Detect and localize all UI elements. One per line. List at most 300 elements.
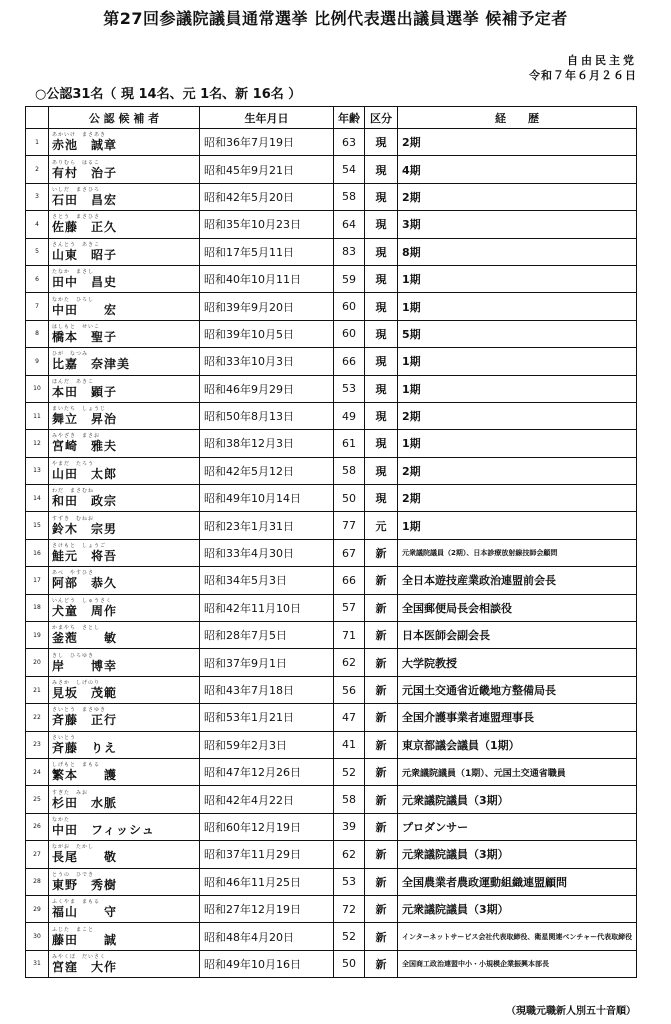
status-category: 新 xyxy=(365,676,398,703)
header-birth: 生年月日 xyxy=(200,107,334,129)
table-row xyxy=(26,813,637,840)
candidate-name: 繁本 護 xyxy=(52,768,118,783)
table-row xyxy=(26,649,637,676)
table-row xyxy=(26,622,637,649)
career: 全国介護事業者連盟理事長 xyxy=(398,704,637,731)
furigana: あべ やすひさ xyxy=(52,570,95,577)
status-category: 新 xyxy=(365,841,398,868)
birth-date: 昭和28年7月5日 xyxy=(200,622,334,649)
career: 1期 xyxy=(398,293,637,320)
name-block xyxy=(52,818,199,836)
career: 2期 xyxy=(398,485,637,512)
status-category: 新 xyxy=(365,704,398,731)
career: 大学院教授 xyxy=(398,649,637,676)
age: 53 xyxy=(334,375,365,402)
age: 58 xyxy=(334,183,365,210)
candidate-name-cell xyxy=(49,868,200,895)
career: 元衆議院議員（3期） xyxy=(398,895,637,922)
candidate-table xyxy=(25,106,637,978)
row-number: 23 xyxy=(26,731,49,758)
age: 59 xyxy=(334,265,365,292)
career: 全国農業者農政運動組織連盟顧問 xyxy=(398,868,637,895)
career: 5期 xyxy=(398,320,637,347)
career: 1期 xyxy=(398,375,637,402)
career: 4期 xyxy=(398,156,637,183)
career: 3期 xyxy=(398,211,637,238)
birth-date: 昭和27年12月19日 xyxy=(200,895,334,922)
candidate-name-cell xyxy=(49,813,200,840)
age: 63 xyxy=(334,129,365,156)
name-block xyxy=(52,654,199,672)
status-category: 現 xyxy=(365,348,398,375)
furigana: いしだ まさひろ xyxy=(52,186,101,193)
birth-date: 昭和48年4月20日 xyxy=(200,923,334,950)
name-block xyxy=(52,325,199,343)
row-number: 28 xyxy=(26,868,49,895)
party-name: 自由民主党 xyxy=(567,54,637,67)
age: 49 xyxy=(334,402,365,429)
status-category: 現 xyxy=(365,183,398,210)
candidate-name-cell xyxy=(49,786,200,813)
candidate-name: 宮崎 雅夫 xyxy=(52,439,118,454)
status-category: 現 xyxy=(365,293,398,320)
status-category: 現 xyxy=(365,430,398,457)
table-row xyxy=(26,539,637,566)
row-number: 8 xyxy=(26,320,49,347)
name-block xyxy=(52,900,199,918)
career: 2期 xyxy=(398,457,637,484)
birth-date: 昭和46年11月25日 xyxy=(200,868,334,895)
birth-date: 昭和38年12月3日 xyxy=(200,430,334,457)
table-row xyxy=(26,457,637,484)
table-row xyxy=(26,293,637,320)
table-row xyxy=(26,238,637,265)
table-row xyxy=(26,786,637,813)
name-block xyxy=(52,298,199,316)
status-category: 現 xyxy=(365,156,398,183)
row-number: 5 xyxy=(26,238,49,265)
candidate-name: 舞立 昇治 xyxy=(52,412,118,427)
furigana: なかた ひろし xyxy=(52,296,95,303)
header-kubun: 区分 xyxy=(365,107,398,129)
candidate-name: 斉藤 正行 xyxy=(52,713,118,728)
career: 全国郵便局長会相談役 xyxy=(398,594,637,621)
name-block xyxy=(52,708,199,726)
table-row xyxy=(26,430,637,457)
candidate-name: 藤田 誠 xyxy=(52,932,118,947)
candidate-name-cell xyxy=(49,129,200,156)
status-category: 新 xyxy=(365,758,398,785)
name-block xyxy=(52,763,199,781)
age: 64 xyxy=(334,211,365,238)
age: 72 xyxy=(334,895,365,922)
status-category: 新 xyxy=(365,567,398,594)
candidate-name: 有村 治子 xyxy=(52,165,118,180)
age: 67 xyxy=(334,539,365,566)
table-row xyxy=(26,868,637,895)
age: 56 xyxy=(334,676,365,703)
row-number: 10 xyxy=(26,375,49,402)
furigana: やまだ たろう xyxy=(52,460,95,467)
age: 61 xyxy=(334,430,365,457)
candidate-name-cell xyxy=(49,649,200,676)
status-category: 現 xyxy=(365,375,398,402)
candidate-name-cell xyxy=(49,183,200,210)
name-block xyxy=(52,243,199,261)
header-name: 公 認 候 補 者 xyxy=(49,107,200,129)
status-category: 元 xyxy=(365,512,398,539)
career: 1期 xyxy=(398,348,637,375)
age: 53 xyxy=(334,868,365,895)
name-block xyxy=(52,517,199,535)
age: 62 xyxy=(334,649,365,676)
status-category: 現 xyxy=(365,265,398,292)
candidate-name-cell xyxy=(49,320,200,347)
furigana: あかいけ まさあき xyxy=(52,132,107,139)
candidate-name-cell xyxy=(49,265,200,292)
furigana: さいとう まさゆき xyxy=(52,707,107,714)
candidate-name: 犬童 周作 xyxy=(52,603,118,618)
row-number: 6 xyxy=(26,265,49,292)
candidate-name: 鮭元 将吾 xyxy=(52,549,118,564)
table-row xyxy=(26,841,637,868)
row-number: 25 xyxy=(26,786,49,813)
header-career: 経 歴 xyxy=(398,107,637,129)
table-row xyxy=(26,183,637,210)
row-number: 18 xyxy=(26,594,49,621)
candidate-name-cell xyxy=(49,430,200,457)
candidate-name: 本田 顕子 xyxy=(52,384,118,399)
age: 39 xyxy=(334,813,365,840)
furigana: なかた xyxy=(52,816,71,823)
furigana: きし ひろゆき xyxy=(52,652,95,659)
header-age: 年齢 xyxy=(334,107,365,129)
name-block xyxy=(52,928,199,946)
row-number: 31 xyxy=(26,950,49,977)
candidate-name: 中田 宏 xyxy=(52,302,118,317)
table-row xyxy=(26,923,637,950)
name-block xyxy=(52,544,199,562)
row-number: 20 xyxy=(26,649,49,676)
candidate-name-cell xyxy=(49,567,200,594)
furigana: ふじた まこと xyxy=(52,926,95,933)
birth-date: 昭和39年9月20日 xyxy=(200,293,334,320)
career: プロダンサー xyxy=(398,813,637,840)
candidate-name: 橋本 聖子 xyxy=(52,329,118,344)
furigana: ながお たかし xyxy=(52,844,95,851)
birth-date: 昭和42年5月20日 xyxy=(200,183,334,210)
furigana: かまやち さとし xyxy=(52,625,101,632)
status-category: 新 xyxy=(365,813,398,840)
career: 2期 xyxy=(398,183,637,210)
career: 元国土交通省近畿地方整備局長 xyxy=(398,676,637,703)
furigana: すずき むねお xyxy=(52,515,95,522)
name-block xyxy=(52,681,199,699)
table-row xyxy=(26,676,637,703)
candidate-name: 岸 博幸 xyxy=(52,658,118,673)
birth-date: 昭和42年5月12日 xyxy=(200,457,334,484)
candidate-name: 釜萢 敏 xyxy=(52,631,118,646)
birth-date: 昭和36年7月19日 xyxy=(200,129,334,156)
candidate-name: 田中 昌史 xyxy=(52,275,118,290)
table-row xyxy=(26,129,637,156)
row-number: 13 xyxy=(26,457,49,484)
age: 52 xyxy=(334,758,365,785)
furigana: はしもと せいこ xyxy=(52,323,101,330)
row-number: 3 xyxy=(26,183,49,210)
furigana: みやざき まさお xyxy=(52,433,101,440)
birth-date: 昭和34年5月3日 xyxy=(200,567,334,594)
furigana: まいたち しょうじ xyxy=(52,406,107,413)
table-row xyxy=(26,211,637,238)
birth-date: 昭和46年9月29日 xyxy=(200,375,334,402)
candidate-name: 比嘉 奈津美 xyxy=(52,357,131,372)
status-category: 新 xyxy=(365,594,398,621)
status-category: 新 xyxy=(365,649,398,676)
status-category: 現 xyxy=(365,402,398,429)
table-row xyxy=(26,348,637,375)
status-category: 新 xyxy=(365,923,398,950)
status-category: 現 xyxy=(365,211,398,238)
status-category: 新 xyxy=(365,868,398,895)
name-block xyxy=(52,489,199,507)
age: 54 xyxy=(334,156,365,183)
candidate-name-cell xyxy=(49,539,200,566)
age: 77 xyxy=(334,512,365,539)
status-category: 新 xyxy=(365,895,398,922)
furigana: ふくやま まもる xyxy=(52,899,101,906)
candidate-name-cell xyxy=(49,293,200,320)
table-row xyxy=(26,895,637,922)
birth-date: 昭和47年12月26日 xyxy=(200,758,334,785)
birth-date: 昭和37年11月29日 xyxy=(200,841,334,868)
candidate-name: 鈴木 宗男 xyxy=(52,521,118,536)
furigana: みやくぼ だいさく xyxy=(52,953,107,960)
career: 1期 xyxy=(398,265,637,292)
age: 52 xyxy=(334,923,365,950)
age: 71 xyxy=(334,622,365,649)
furigana: たなか まさし xyxy=(52,269,95,276)
birth-date: 昭和60年12月19日 xyxy=(200,813,334,840)
name-block xyxy=(52,955,199,973)
candidate-rows xyxy=(26,129,637,978)
furigana: さんとう あきこ xyxy=(52,241,101,248)
age: 83 xyxy=(334,238,365,265)
age: 50 xyxy=(334,485,365,512)
table-row xyxy=(26,320,637,347)
candidate-name-cell xyxy=(49,156,200,183)
furigana: しげもと まもる xyxy=(52,762,101,769)
table-row xyxy=(26,704,637,731)
table-row xyxy=(26,731,637,758)
birth-date: 昭和33年10月3日 xyxy=(200,348,334,375)
candidate-name-cell xyxy=(49,457,200,484)
name-block xyxy=(52,188,199,206)
table-row xyxy=(26,485,637,512)
table-row xyxy=(26,594,637,621)
age: 60 xyxy=(334,293,365,320)
candidate-name-cell xyxy=(49,512,200,539)
candidate-name-cell xyxy=(49,895,200,922)
birth-date: 昭和17年5月11日 xyxy=(200,238,334,265)
career: 元衆議院議員（2期）、日本診療放射線技師会顧問 xyxy=(398,539,637,566)
candidate-name: 長尾 敬 xyxy=(52,850,118,865)
birth-date: 昭和49年10月14日 xyxy=(200,485,334,512)
career: 元衆議院議員（1期）、元国土交通省職員 xyxy=(398,758,637,785)
name-block xyxy=(52,791,199,809)
candidate-name-cell xyxy=(49,402,200,429)
row-number: 14 xyxy=(26,485,49,512)
row-number: 24 xyxy=(26,758,49,785)
candidate-name-cell xyxy=(49,704,200,731)
candidate-name-cell xyxy=(49,841,200,868)
row-number: 9 xyxy=(26,348,49,375)
row-number: 30 xyxy=(26,923,49,950)
career: 全日本遊技産業政治連盟前会長 xyxy=(398,567,637,594)
birth-date: 昭和49年10月16日 xyxy=(200,950,334,977)
birth-date: 昭和50年8月13日 xyxy=(200,402,334,429)
table-row xyxy=(26,758,637,785)
furigana: すぎた みお xyxy=(52,789,89,796)
candidate-name: 見坂 茂範 xyxy=(52,686,118,700)
name-block xyxy=(52,845,199,863)
name-block xyxy=(52,161,199,179)
row-number: 16 xyxy=(26,539,49,566)
row-number: 27 xyxy=(26,841,49,868)
table-row xyxy=(26,156,637,183)
candidate-name-cell xyxy=(49,731,200,758)
status-category: 新 xyxy=(365,622,398,649)
furigana: さけもと しょうご xyxy=(52,543,107,550)
career: 全国商工政治連盟中小・小規模企業振興本部長 xyxy=(398,950,637,977)
status-category: 新 xyxy=(365,539,398,566)
row-number: 12 xyxy=(26,430,49,457)
row-number: 21 xyxy=(26,676,49,703)
status-category: 新 xyxy=(365,950,398,977)
candidate-name: 赤池 誠章 xyxy=(52,138,118,153)
birth-date: 昭和53年1月21日 xyxy=(200,704,334,731)
status-category: 現 xyxy=(365,485,398,512)
candidate-name-cell xyxy=(49,594,200,621)
row-number: 1 xyxy=(26,129,49,156)
age: 58 xyxy=(334,457,365,484)
row-number: 26 xyxy=(26,813,49,840)
name-block xyxy=(52,626,199,644)
name-block xyxy=(52,736,199,754)
candidate-summary: ○公認31名（ 現 14名、元 1名、新 16名 ） xyxy=(35,87,302,102)
candidate-name: 山東 昭子 xyxy=(52,247,118,262)
candidate-name-cell xyxy=(49,348,200,375)
name-block xyxy=(52,571,199,589)
furigana: いんどう しゅうさく xyxy=(52,597,113,604)
page-title: 第27回参議院議員通常選挙 比例代表選出議員選挙 候補予定者 xyxy=(103,9,568,28)
status-category: 現 xyxy=(365,457,398,484)
candidate-name-cell xyxy=(49,485,200,512)
birth-date: 昭和59年2月3日 xyxy=(200,731,334,758)
candidate-name: 阿部 恭久 xyxy=(52,576,118,591)
birth-date: 昭和42年11月10日 xyxy=(200,594,334,621)
birth-date: 昭和39年10月5日 xyxy=(200,320,334,347)
status-category: 現 xyxy=(365,238,398,265)
name-block xyxy=(52,434,199,452)
name-block xyxy=(52,380,199,398)
candidate-name-cell xyxy=(49,622,200,649)
candidate-name-cell xyxy=(49,758,200,785)
name-block xyxy=(52,215,199,233)
furigana: とうの ひでき xyxy=(52,871,95,878)
table-row xyxy=(26,375,637,402)
status-category: 新 xyxy=(365,731,398,758)
row-number: 7 xyxy=(26,293,49,320)
name-block xyxy=(52,407,199,425)
career: 1期 xyxy=(398,512,637,539)
birth-date: 昭和45年9月21日 xyxy=(200,156,334,183)
career: 8期 xyxy=(398,238,637,265)
row-number: 15 xyxy=(26,512,49,539)
candidate-name-cell xyxy=(49,238,200,265)
candidate-name: 宮窪 大作 xyxy=(52,959,118,974)
row-number: 2 xyxy=(26,156,49,183)
birth-date: 昭和35年10月23日 xyxy=(200,211,334,238)
career: 東京都議会議員（1期） xyxy=(398,731,637,758)
furigana: ほんだ あきこ xyxy=(52,378,95,385)
candidate-name-cell xyxy=(49,676,200,703)
row-number: 19 xyxy=(26,622,49,649)
name-block xyxy=(52,599,199,617)
career: 元衆議院議員（3期） xyxy=(398,786,637,813)
birth-date: 昭和37年9月1日 xyxy=(200,649,334,676)
career: 2期 xyxy=(398,129,637,156)
candidate-name: 杉田 水脈 xyxy=(52,795,118,810)
age: 50 xyxy=(334,950,365,977)
name-block xyxy=(52,270,199,288)
row-number: 22 xyxy=(26,704,49,731)
table-header-row xyxy=(26,107,637,129)
name-block xyxy=(52,462,199,480)
row-number: 4 xyxy=(26,211,49,238)
birth-date: 昭和43年7月18日 xyxy=(200,676,334,703)
age: 66 xyxy=(334,567,365,594)
table-row xyxy=(26,567,637,594)
furigana: みさか しげのり xyxy=(52,680,101,686)
age: 47 xyxy=(334,704,365,731)
status-category: 現 xyxy=(365,129,398,156)
age: 60 xyxy=(334,320,365,347)
furigana: わだ まさむね xyxy=(52,488,95,495)
candidate-name: 福山 守 xyxy=(52,905,118,920)
document-date: 令和７年６月２６日 xyxy=(529,69,637,82)
name-block xyxy=(52,352,199,370)
career: 日本医師会副会長 xyxy=(398,622,637,649)
status-category: 現 xyxy=(365,320,398,347)
furigana: ひが なつみ xyxy=(52,351,89,358)
age: 66 xyxy=(334,348,365,375)
age: 62 xyxy=(334,841,365,868)
name-block xyxy=(52,133,199,151)
birth-date: 昭和33年4月30日 xyxy=(200,539,334,566)
candidate-name: 東野 秀樹 xyxy=(52,877,118,892)
career: インターネットサービス会社代表取締役、衛星関連ベンチャー代表取締役 xyxy=(398,923,637,950)
career: 1期 xyxy=(398,430,637,457)
candidate-name-cell xyxy=(49,950,200,977)
age: 41 xyxy=(334,731,365,758)
candidate-name: 中田 フィッシュ xyxy=(52,822,155,837)
status-category: 新 xyxy=(365,786,398,813)
candidate-name: 佐藤 正久 xyxy=(52,220,118,235)
career: 元衆議院議員（3期） xyxy=(398,841,637,868)
table-row xyxy=(26,950,637,977)
candidate-name: 斉藤 りえ xyxy=(52,740,118,755)
